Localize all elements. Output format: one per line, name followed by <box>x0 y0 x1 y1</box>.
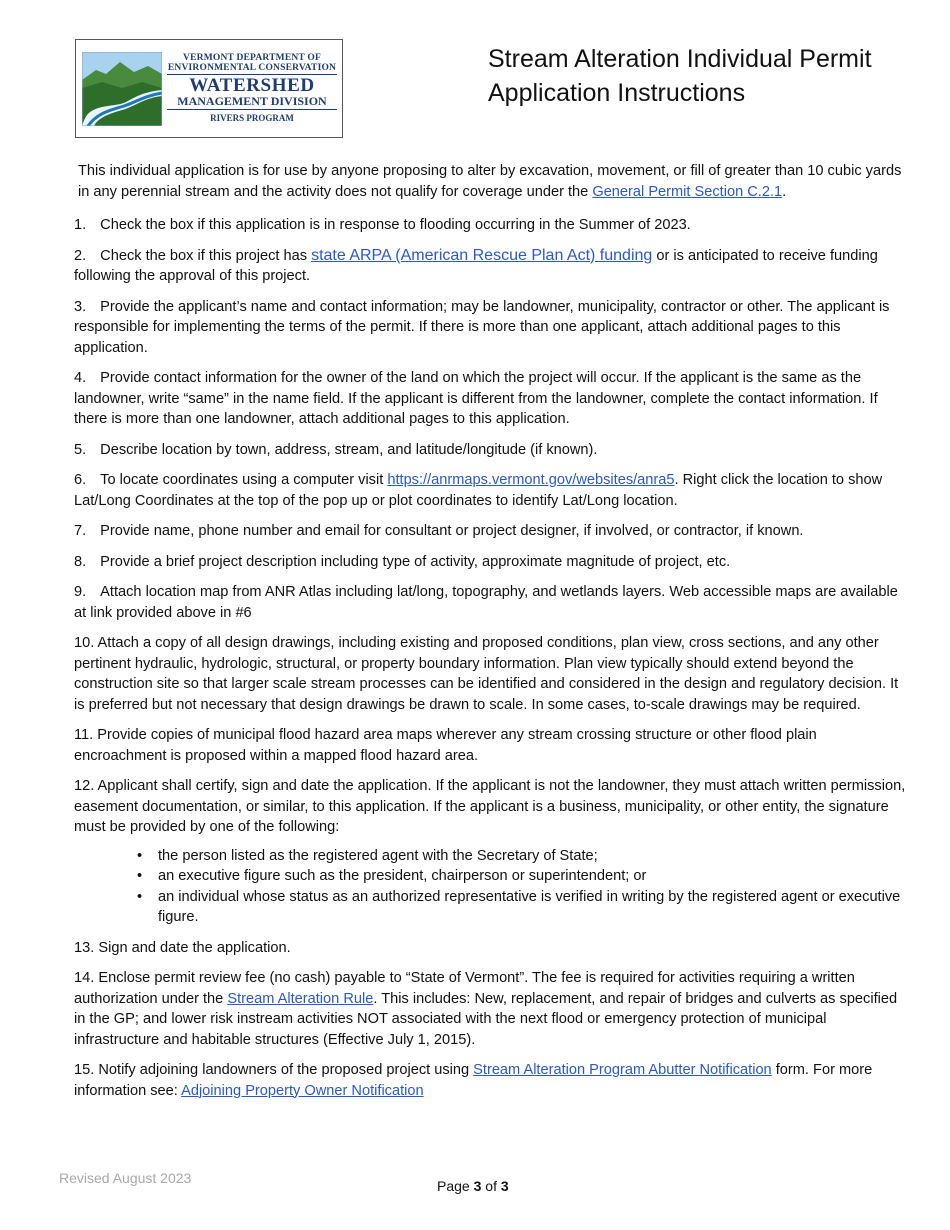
item-number: 11. <box>74 727 94 743</box>
stream-alteration-rule-link[interactable]: Stream Alteration Rule <box>227 990 374 1007</box>
item-text: Notify adjoining landowners of the proposed project using <box>98 1062 474 1078</box>
abutter-notification-link[interactable]: Stream Alteration Program Abutter Notification <box>473 1062 772 1078</box>
watershed-landscape-icon <box>82 52 162 126</box>
page-title-line-2: Application Instructions <box>488 79 746 107</box>
list-item <box>137 866 912 887</box>
list-item-text: the person listed as the registered agent with the Secretary of State; <box>158 847 598 864</box>
logo-dept-2: ENVIRONMENTAL CONSERVATION <box>167 63 337 73</box>
item-number: 12. <box>74 778 95 794</box>
instruction-item-2 <box>74 246 912 287</box>
item-text: Describe location by town, address, stream, and latitude/longitude (if known). <box>100 441 598 458</box>
list-item <box>137 887 912 928</box>
intro-paragraph <box>74 161 912 202</box>
list-item-text: an executive figure such as the president, chairperson or superintendent; or <box>158 868 647 884</box>
adjoining-owner-notification-link[interactable]: Adjoining Property Owner Notification <box>181 1082 424 1099</box>
bullet-icon: • <box>137 847 143 864</box>
item-text: Sign and date the application. <box>98 939 291 956</box>
instruction-item-12 <box>74 776 912 838</box>
instruction-item-13 <box>74 938 912 959</box>
logo-program: RIVERS PROGRAM <box>210 113 294 123</box>
page-word: Page <box>437 1178 470 1194</box>
instruction-item-3 <box>74 297 912 359</box>
item-text: Check the box if this project has <box>100 247 312 264</box>
instruction-item-11 <box>74 725 912 766</box>
item-text: Provide the applicant’s name and contact information; may be landowner, municipality, contractor or other. The applicant is responsible for implementing the terms of the permit. If there is more than one applicant, attach additional pages to this application. <box>74 298 890 356</box>
instruction-item-9 <box>74 582 912 623</box>
item-number: 5. <box>74 441 87 458</box>
intro-end: . <box>782 183 787 200</box>
item-text-end: . This includes: New, replacement, and repair of bridges and culverts as specified in the GP; and lower risk instream activities NOT associated with the next flood or emergency protection of municipal infrastructure and habitable structures (Effective July 1, 2015). <box>74 990 898 1048</box>
watershed-logo <box>75 39 343 138</box>
intro-text: This individual application is for use by anyone proposing to alter by excavation, movement, or fill of greater than 10 cubic yards in any perennial stream and the activity does not qualify for coverage under the <box>78 163 902 200</box>
instruction-item-5 <box>74 440 912 461</box>
item-number: 9. <box>74 584 87 600</box>
item-number: 7. <box>74 523 87 539</box>
logo-dept: VERMONT DEPARTMENT OF <box>183 53 321 63</box>
item-text: Attach location map from ANR Atlas including lat/long, topography, and wetlands layers. Web accessible maps are available at link provided above in #6 <box>74 584 898 621</box>
anr-atlas-link[interactable]: https://anrmaps.vermont.gov/websites/anra5 <box>387 472 675 488</box>
list-item-text: an individual whose status as an authorized representative is verified in writing by the registered agent or executive figure. <box>158 888 901 925</box>
logo-watershed: WATERSHED <box>189 75 315 96</box>
instruction-item-6 <box>74 470 912 511</box>
item-number: 15. <box>74 1062 95 1078</box>
item-number: 2. <box>74 247 87 264</box>
item-number: 14. <box>74 970 95 986</box>
total-pages: 3 <box>500 1178 509 1194</box>
item-number: 8. <box>74 553 87 570</box>
logo-division: MANAGEMENT DIVISION <box>177 94 327 108</box>
logo-text <box>167 53 337 124</box>
item-number: 10. <box>74 635 95 651</box>
instruction-item-1 <box>74 215 912 236</box>
item-number: 3. <box>74 298 87 315</box>
arpa-funding-link[interactable]: state ARPA (American Rescue Plan Act) funding <box>311 246 653 264</box>
list-item <box>137 846 912 867</box>
item-text: Provide contact information for the owner of the land on which the project will occur. If the applicant is the same as the landowner, write “same” in the name field. If the applicant is different from the landowner, complete the contact information. If there is more than one landowner, attach additional pages to this application. <box>74 370 878 427</box>
instruction-item-4 <box>74 368 912 430</box>
signatory-list <box>74 846 912 928</box>
general-permit-link[interactable]: General Permit Section C.2.1 <box>592 183 783 200</box>
item-number: 4. <box>74 370 87 386</box>
page-number <box>437 1178 509 1194</box>
item-text: To locate coordinates using a computer visit <box>100 472 388 488</box>
item-text: Provide name, phone number and email for consultant or project designer, if involved, or contractor, if known. <box>100 523 804 539</box>
item-text-end: . Right click the location to show Lat/Long Coordinates at the top of the pop up or plot coordinates to identify Lat/Long location. <box>74 472 883 509</box>
bullet-icon: • <box>137 888 143 905</box>
instruction-item-14 <box>74 968 912 1050</box>
instructions-body <box>74 161 912 1111</box>
instruction-item-15 <box>74 1060 912 1101</box>
item-number: 6. <box>74 472 87 488</box>
item-text-mid: form. For more information see: <box>74 1062 873 1099</box>
of-word: of <box>485 1178 497 1194</box>
item-text: Check the box if this application is in response to flooding occurring in the Summer of 2023. <box>100 217 691 233</box>
logo-divider-2 <box>167 109 337 110</box>
page-title-line-1: Stream Alteration Individual Permit <box>488 45 872 73</box>
revision-date: Revised August 2023 <box>59 1170 192 1186</box>
item-text-end: or is anticipated to receive funding following the approval of this project. <box>74 247 878 284</box>
instruction-item-10 <box>74 633 912 715</box>
item-text: Applicant shall certify, sign and date the application. If the applicant is not the landowner, they must attach written permission, easement documentation, or similar, to this application. If the applicant is a business, municipality, or other entity, the signature must be provided by one of the following: <box>74 778 906 835</box>
item-text: Provide a brief project description including type of activity, approximate magnitude of project, etc. <box>100 553 731 570</box>
item-text: Attach a copy of all design drawings, including existing and proposed conditions, plan view, cross sections, and any other pertinent hydraulic, hydrologic, structural, or property boundary information. Plan view typically should extend beyond the construction site so that larger scale stream processes can be identified and considered in the design and regulatory decision. It is preferred but not necessary that design drawings be drawn to scale. In some cases, to-scale drawings may be required. <box>74 635 899 713</box>
instruction-item-8 <box>74 552 912 573</box>
item-text: Provide copies of municipal flood hazard area maps wherever any stream crossing structure or other flood plain encroachment is proposed within a mapped flood hazard area. <box>74 727 817 764</box>
instruction-item-7 <box>74 521 912 542</box>
item-text: Enclose permit review fee (no cash) payable to “State of Vermont”. The fee is required for activities requiring a written authorization under the <box>74 970 855 1007</box>
item-number: 1. <box>74 217 87 233</box>
bullet-icon: • <box>137 868 143 884</box>
current-page: 3 <box>473 1178 482 1194</box>
item-number: 13. <box>74 939 95 956</box>
page-title <box>488 42 928 110</box>
